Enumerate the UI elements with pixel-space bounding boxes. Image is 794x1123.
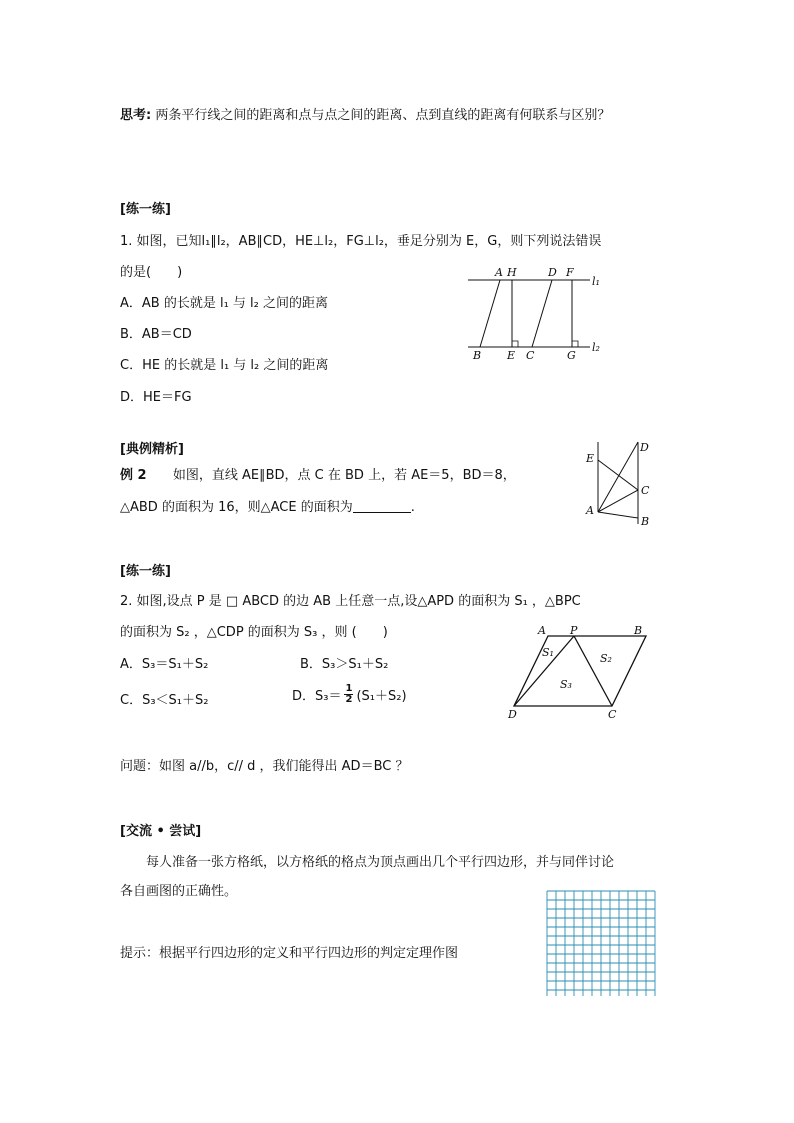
practice2-heading: [练一练] [120,564,171,579]
fig1-label-l2: l₂ [592,341,600,354]
hint-text: 提示：根据平行四边形的定义和平行四边形的判定定理作图 [120,946,459,961]
practice2-option-a: A．S₃＝S₁＋S₂ [120,657,209,672]
practice2-option-c: C．S₃＜S₁＋S₂ [120,693,209,708]
example-line1 [120,464,516,483]
fig3-label-b: B [634,624,643,637]
fig3-label-d: D [508,708,517,720]
parallelogram-figure [500,624,660,720]
practice2-question-line1: 2. 如图,设点 P 是 □ ABCD 的边 AB 上任意一点,设△APD 的面积为 S₁ ，△BPC [120,594,581,609]
fig3-label-a: A [538,624,546,637]
fig3-label-c: C [608,708,617,720]
fig3-area-s3: S₃ [560,678,572,691]
practice2-option-d: D．S₃＝ $\frac{1}{2}$ (S₁＋S₂) [292,683,407,705]
think-text: 两条平行线之间的距离和点与点之间的距离、点到直线的距离有何联系与区别？ [155,108,611,123]
fig1-label-f: F [566,266,574,279]
fraction-one-half: $\frac{1}{2}$ [345,683,353,705]
practice1-question-line1: 1. 如图，已知l₁∥l₂，AB∥CD，HE⊥l₂，FG⊥l₂，垂足分别为 E，G，则下列说法错误 [120,234,602,249]
exchange-line1: 每人准备一张方格纸，以方格纸的格点为顶点画出几个平行四边形，并与同伴讨论 [146,855,615,870]
question-text: 问题：如图 a//b，c// d ，我们能得出 AD＝BC ？ [120,759,409,774]
fig1-label-h: H [507,266,517,279]
practice1-option-c: C．HE 的长就是 l₁ 与 l₂ 之间的距离 [120,358,329,373]
practice2-option-b: B．S₃＞S₁＋S₂ [300,657,389,672]
fig1-label-g: G [567,349,576,362]
fig3-area-s1: S₁ [542,646,554,659]
exchange-line2: 各自画图的正确性。 [120,884,238,899]
example-text-line2: △ABD 的面积为 16，则△ACE 的面积为 [120,500,353,515]
practice2-question-line2: 的面积为 S₂ ，△CDP 的面积为 S₃ ，则 ( ) [120,625,388,640]
answer-blank [353,500,411,513]
practice1-option-d: D．HE＝FG [120,390,192,405]
fig2-label-c: C [641,484,650,497]
grid-paper [546,890,656,996]
example-label: 例 2 [120,468,147,483]
practice1-option-b: B．AB＝CD [120,327,192,342]
fig1-label-e: E [507,349,516,362]
example-text-line1: 如图，直线 AE∥BD，点 C 在 BD 上，若 AE＝5，BD＝8， [172,468,516,483]
triangle-ae-bd-figure [580,438,660,530]
think-label: 思考: [120,108,152,123]
fig1-label-c: C [526,349,535,362]
example-heading: [典例精析] [120,442,184,457]
fig3-label-p: P [570,624,578,637]
fig3-area-s2: S₂ [600,652,612,665]
fig1-label-d: D [548,266,557,279]
fig2-label-a: A [586,504,594,517]
practice1-heading: [练一练] [120,202,171,217]
exchange-heading: [交流 • 尝试] [120,824,202,839]
fig2-label-e: E [586,452,595,465]
fig1-label-b: B [473,349,482,362]
fig2-label-b: B [641,515,650,528]
practice1-option-a: A．AB 的长就是 l₁ 与 l₂ 之间的距离 [120,296,329,311]
parallel-lines-figure [460,262,610,372]
practice1-question-line2: 的是( ) [120,265,183,280]
fig1-label-a: A [495,266,503,279]
example-line2: △ABD 的面积为 16，则△ACE 的面积为 . [120,500,415,515]
fig1-label-l1: l₁ [592,275,600,288]
fig2-label-d: D [640,441,649,454]
think-paragraph [120,104,610,123]
